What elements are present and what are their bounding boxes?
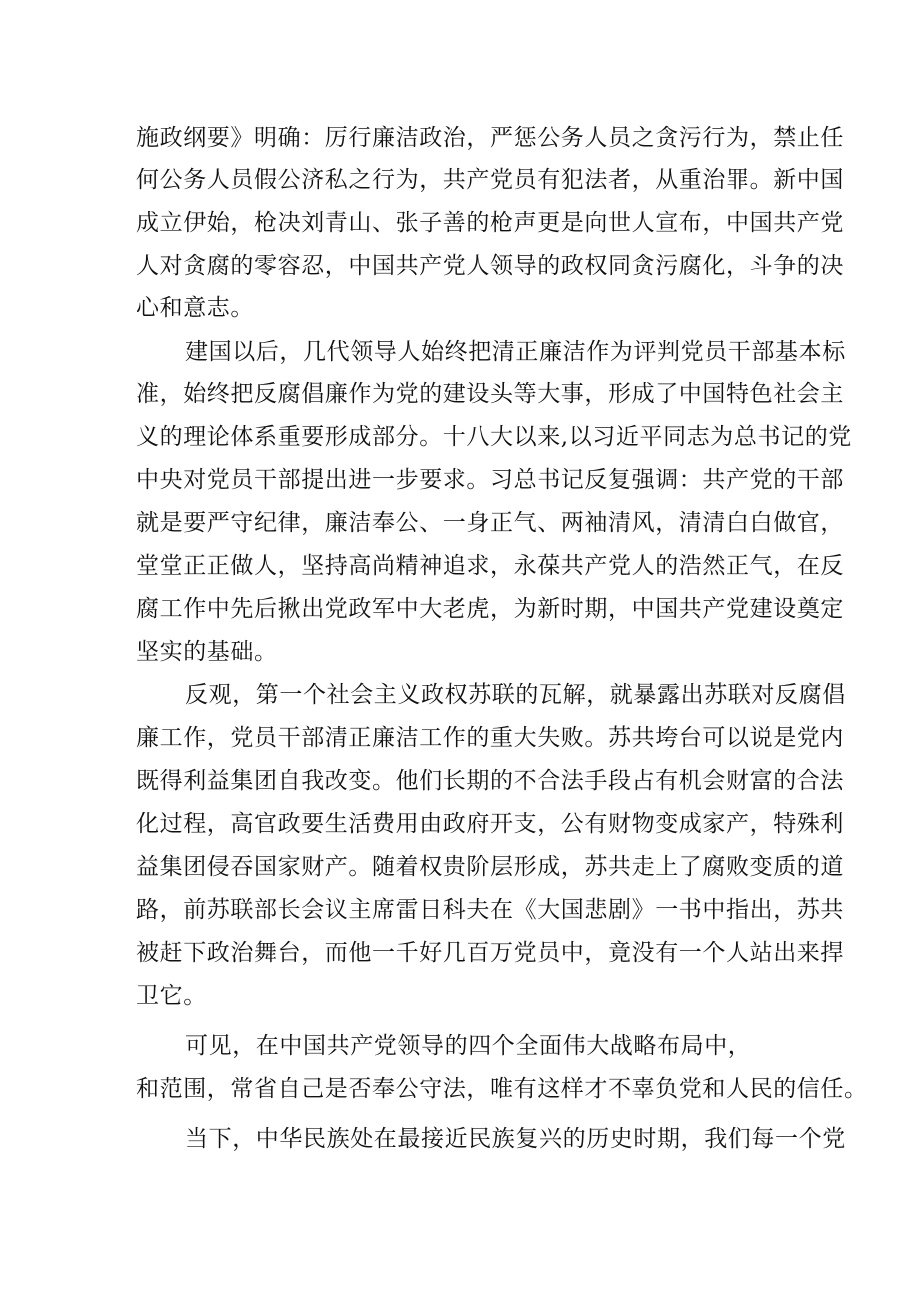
paragraph-1-line-2: 何公务人员假公济私之行为，共产党员有犯法者，从重治罪。新中国 [136, 167, 844, 193]
paragraph-2-line-1: 建国以后，几代领导人始终把清正廉洁作为评判党员干部基本标 [185, 339, 846, 365]
paragraph-3-line-4: 化过程，高官政要生活费用由政府开支，公有财物变成家产，特殊利 [136, 811, 844, 837]
paragraph-2-line-3: 义的理论体系重要形成部分。十八大以来,以习近平同志为总书记的党 [136, 424, 852, 450]
paragraph-3-line-8: 卫它。 [136, 983, 207, 1009]
paragraph-3-line-2: 廉工作，党员干部清正廉洁工作的重大失败。苏共垮台可以说是党内 [136, 725, 844, 751]
paragraph-3-line-1: 反观，第一个社会主义政权苏联的瓦解，就暴露出苏联对反腐倡 [185, 682, 846, 708]
paragraph-3-line-7: 被赶下政治舞台，而他一千好几百万党员中，竟没有一个人站出来捍 [136, 940, 844, 966]
paragraph-2-line-2: 准，始终把反腐倡廉作为党的建设头等大事，形成了中国特色社会主 [136, 381, 844, 407]
paragraph-4-line-2: 和范围，常省自己是否奉公守法，唯有这样才不辜负党和人民的信任。 [136, 1076, 868, 1102]
paragraph-5-line-1: 当下，中华民族处在最接近民族复兴的历史时期，我们每一个党 [185, 1126, 846, 1152]
paragraph-1-line-5: 心和意志。 [136, 295, 254, 321]
paragraph-2-line-5: 就是要严守纪律，廉洁奉公、一身正气、两袖清风，清清白白做官， [136, 510, 844, 536]
paragraph-3-line-5: 益集团侵吞国家财产。随着权贵阶层形成，苏共走上了腐败变质的道 [136, 854, 844, 880]
paragraph-2-line-4: 中央对党员干部提出进一步要求。习总书记反复强调：共产党的干部 [136, 467, 844, 493]
paragraph-3-line-6: 路，前苏联部长会议主席雷日科夫在《大国悲剧》一书中指出，苏共 [136, 897, 844, 923]
paragraph-1-line-4: 人对贪腐的零容忍，中国共产党人领导的政权同贪污腐化，斗争的决 [136, 253, 844, 279]
paragraph-4-line-1: 可见，在中国共产党领导的四个全面伟大战略布局中， [185, 1033, 752, 1059]
paragraph-1-line-1: 施政纲要》明确：厉行廉洁政治，严惩公务人员之贪污行为，禁止任 [136, 125, 844, 151]
paragraph-2-line-6: 堂堂正正做人，坚持高尚精神追求，永葆共产党人的浩然正气，在反 [136, 553, 844, 579]
paragraph-2-line-7: 腐工作中先后揪出党政军中大老虎，为新时期，中国共产党建设奠定 [136, 596, 844, 622]
paragraph-3-line-3: 既得利益集团自我改变。他们长期的不合法手段占有机会财富的合法 [136, 768, 844, 794]
paragraph-1-line-3: 成立伊始，枪决刘青山、张子善的枪声更是向世人宣布，中国共产党 [136, 210, 844, 236]
paragraph-2-line-8: 坚实的基础。 [136, 639, 278, 665]
